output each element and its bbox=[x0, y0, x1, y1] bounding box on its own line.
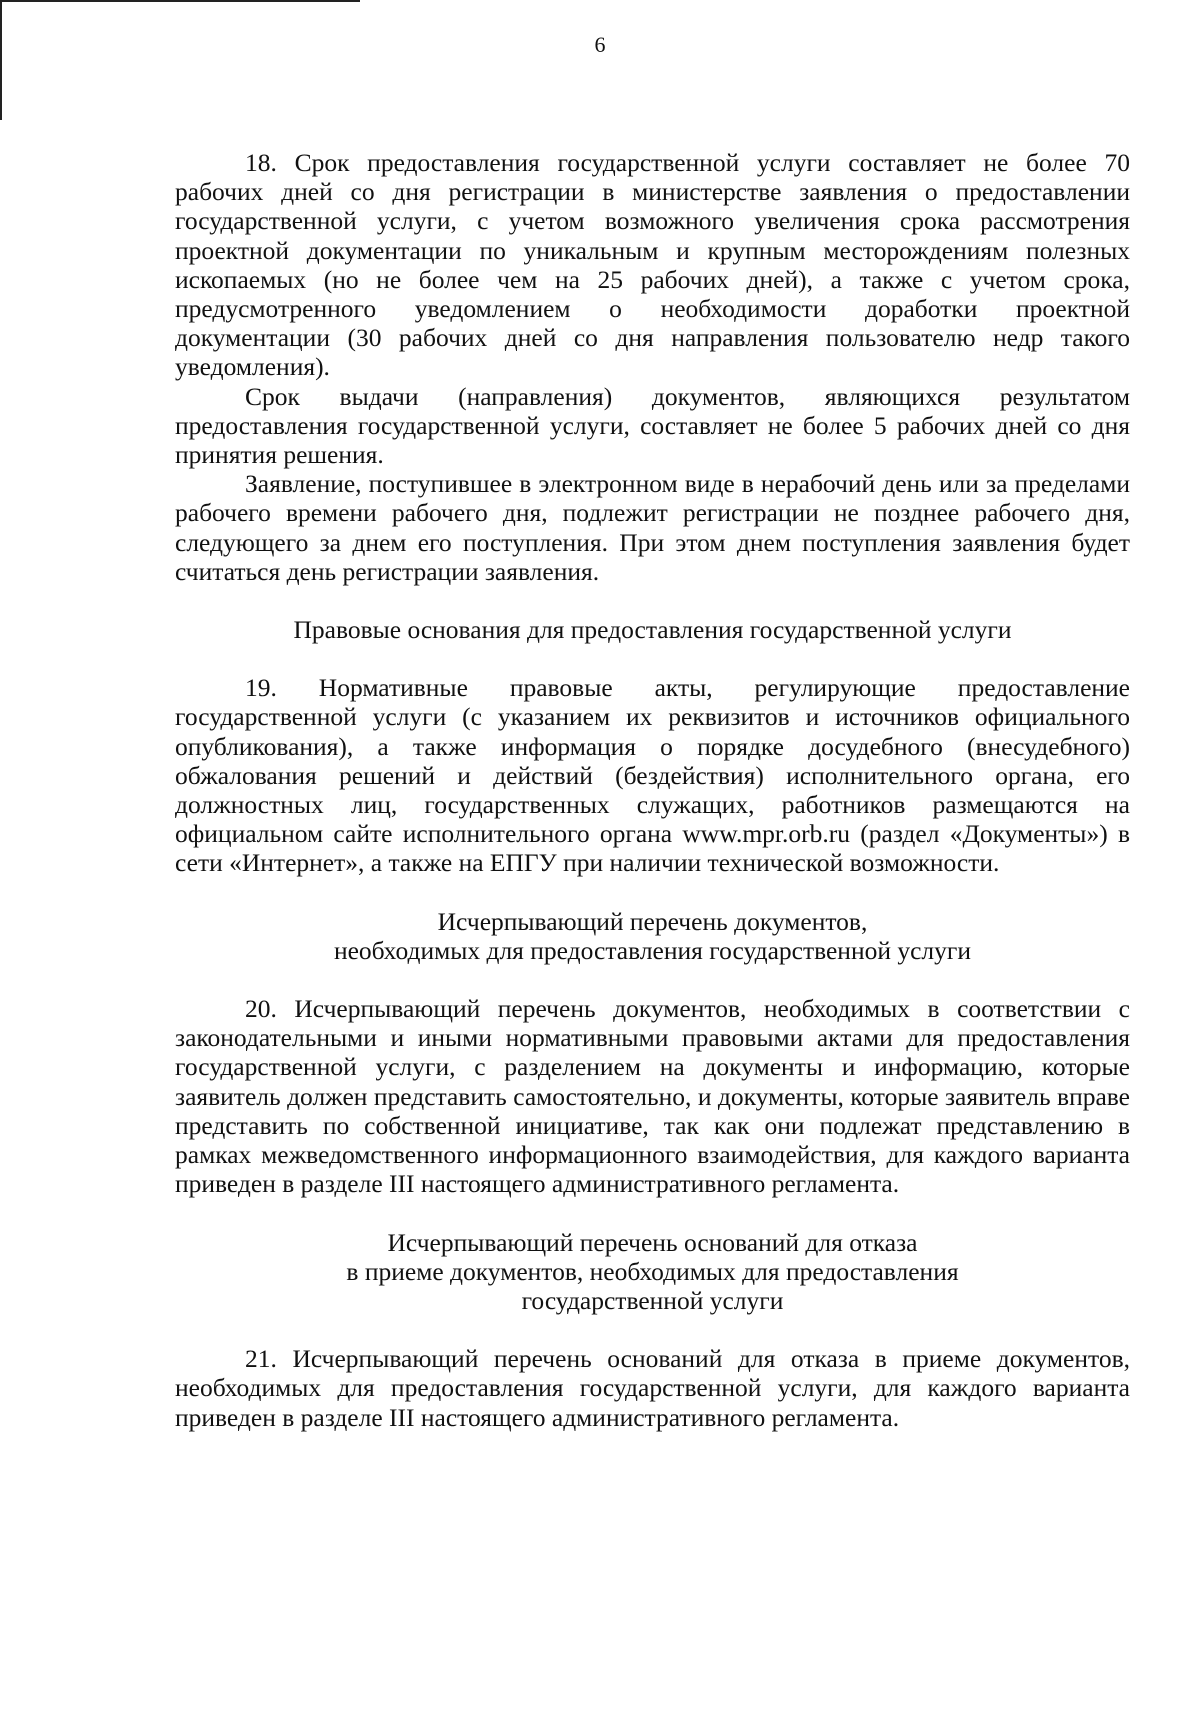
heading-documents-list bbox=[175, 907, 1130, 965]
document-body bbox=[175, 148, 1130, 1432]
paragraph-21: 21. Исчерпывающий перечень оснований для отказа в приеме документов, необходимых для предоставления государственной услуги, для каждого варианта приведен в разделе III настоящего административного регламента. bbox=[175, 1344, 1130, 1432]
paragraph-19: 19. Нормативные правовые акты, регулирующие предоставление государственной услуги (с указанием их реквизитов и источников официального опубликования), а также информация о порядке досудебного (внесудебного) обжалования решений и действий (бездействия) исполнительного органа, его должностных лиц, государственных служащих, работников размещаются на официальном сайте исполнительного органа www.mpr.orb.ru (раздел «Документы») в сети «Интернет», а также на ЕПГУ при наличии технической возможности. bbox=[175, 673, 1130, 878]
scan-edge-top bbox=[0, 0, 360, 2]
heading-line: государственной услуги bbox=[521, 1285, 784, 1315]
paragraph-18: 18. Срок предоставления государственной услуги составляет не более 70 рабочих дней со дня регистрации в министерстве заявления о предоставлении государственной услуги, с учетом возможного увеличения срока рассмотрения проектной документации по уникальным и крупным месторождениям полезных ископаемых (но не более чем на 25 рабочих дней), а также с учетом срока, предусмотренного уведомлением о необходимости доработки проектной документации (30 рабочих дней со дня направления пользователю недр такого уведомления). bbox=[175, 148, 1130, 382]
heading-legal-basis bbox=[175, 615, 1130, 644]
heading-line: Правовые основания для предоставления государственной услуги bbox=[293, 615, 1012, 645]
scan-edge-left bbox=[0, 0, 2, 120]
paragraph-registration: Заявление, поступившее в электронном виде в нерабочий день или за пределами рабочего времени рабочего дня, подлежит регистрации не позднее рабочего дня, следующего за днем его поступления. При этом днем поступления заявления будет считаться день регистрации заявления. bbox=[175, 469, 1130, 586]
paragraph-20: 20. Исчерпывающий перечень документов, необходимых в соответствии с законодательными и иными нормативными правовыми актами для предоставления государственной услуги, с разделением на документы и информацию, которые заявитель должен представить самостоятельно, и документы, которые заявитель вправе представить по собственной инициативе, так как они подлежат представлению в рамках межведомственного информационного взаимодействия, для каждого варианта приведен в разделе III настоящего административного регламента. bbox=[175, 994, 1130, 1199]
heading-line: в приеме документов, необходимых для предоставления bbox=[346, 1256, 959, 1286]
spacer bbox=[175, 644, 1130, 673]
heading-line: необходимых для предоставления государственной услуги bbox=[333, 935, 972, 965]
spacer bbox=[175, 1315, 1130, 1344]
spacer bbox=[175, 1199, 1130, 1228]
page-number: 6 bbox=[594, 32, 606, 57]
spacer bbox=[175, 965, 1130, 994]
heading-line: Исчерпывающий перечень документов, bbox=[437, 906, 868, 936]
spacer bbox=[175, 878, 1130, 907]
paragraph-deadline: Срок выдачи (направления) документов, являющихся результатом предоставления государственной услуги, составляет не более 5 рабочих дней со дня принятия решения. bbox=[175, 381, 1130, 470]
spacer bbox=[175, 586, 1130, 615]
heading-line: Исчерпывающий перечень оснований для отказа bbox=[387, 1227, 918, 1257]
heading-refusal-grounds bbox=[175, 1228, 1130, 1316]
